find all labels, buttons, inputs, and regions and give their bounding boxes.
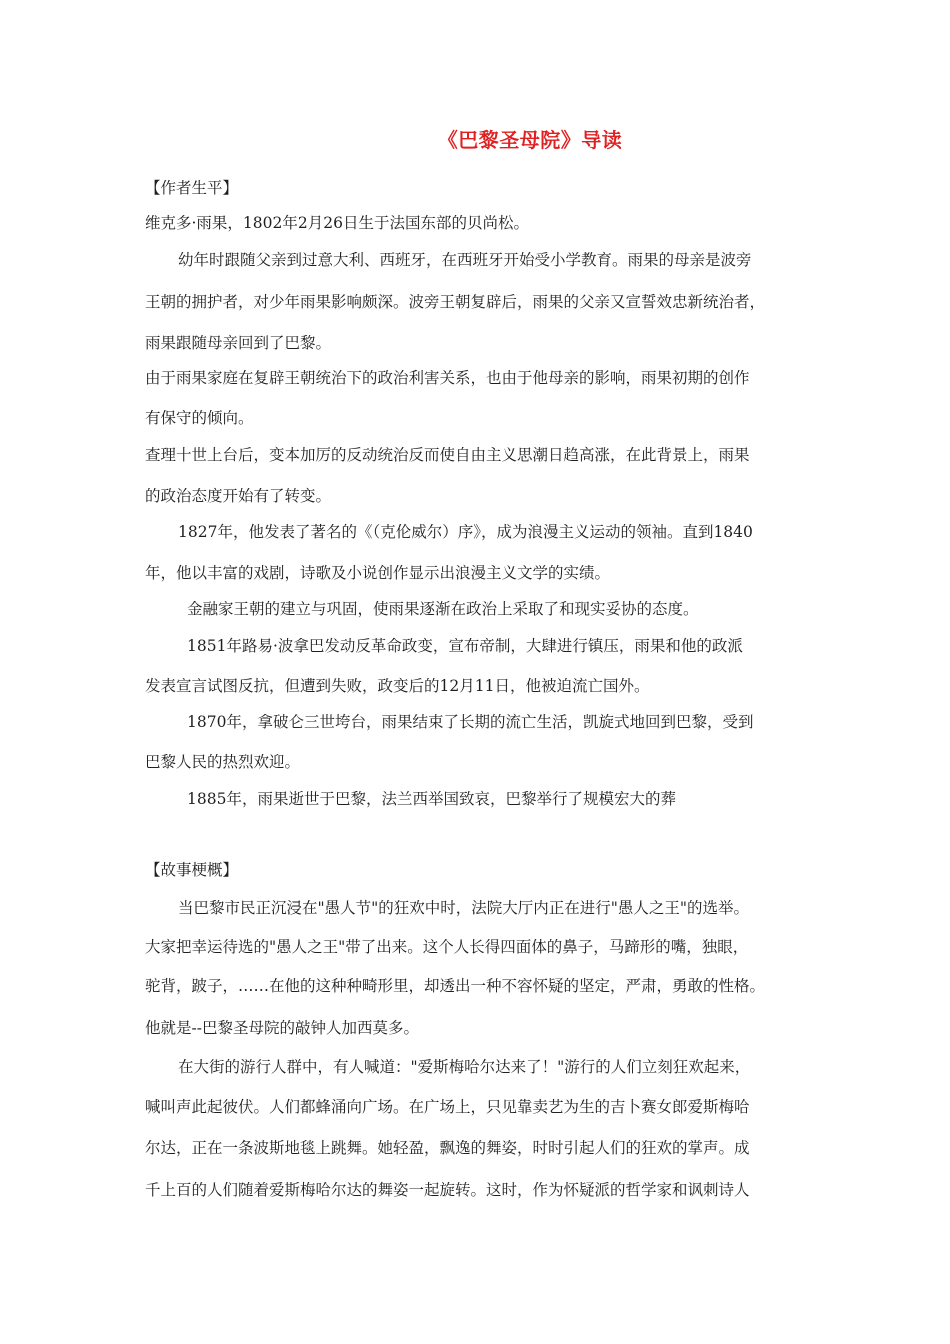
- paragraph-line: 发表宣言试图反抗，但遭到失败，政变后的12月11日，他被迫流亡国外。: [145, 677, 650, 695]
- paragraph-line: 的政治态度开始有了转变。: [145, 487, 332, 505]
- paragraph-line: 维克多·雨果，1802年2月26日生于法国东部的贝尚松。: [145, 214, 529, 232]
- paragraph-line: 大家把幸运待选的"愚人之王"带了出来。这个人长得四面体的鼻子，马蹄形的嘴，独眼，: [145, 938, 749, 956]
- paragraph-line: 千上百的人们随着爱斯梅哈尔达的舞姿一起旋转。这时，作为怀疑派的哲学家和讽刺诗人: [145, 1181, 750, 1199]
- paragraph-line: 尔达，正在一条波斯地毯上跳舞。她轻盈，飘逸的舞姿，时时引起人们的狂欢的掌声。成: [145, 1139, 750, 1157]
- paragraph-line: 1851年路易·波拿巴发动反革命政变，宣布帝制，大肆进行镇压，雨果和他的政派: [187, 637, 743, 655]
- paragraph-line: 有保守的倾向。: [145, 409, 254, 427]
- paragraph-line: 1827年，他发表了著名的《（克伦威尔）序》，成为浪漫主义运动的领袖。直到1840: [178, 523, 753, 541]
- paragraph-line: 查理十世上台后，变本加厉的反动统治反而使自由主义思潮日趋高涨，在此背景上，雨果: [145, 446, 750, 464]
- section-heading-author: 【作者生平】: [145, 179, 239, 197]
- section-heading-synopsis: 【故事梗概】: [145, 861, 239, 879]
- paragraph-line: 年，他以丰富的戏剧，诗歌及小说创作显示出浪漫主义文学的实绩。: [145, 564, 611, 582]
- paragraph-line: 金融家王朝的建立与巩固，使雨果逐渐在政治上采取了和现实妥协的态度。: [187, 600, 699, 618]
- paragraph-line: 幼年时跟随父亲到过意大利、西班牙，在西班牙开始受小学教育。雨果的母亲是波旁: [178, 251, 752, 269]
- document-title: 《巴黎圣母院》导读: [437, 128, 623, 152]
- paragraph-line: 他就是--巴黎圣母院的敲钟人加西莫多。: [145, 1019, 419, 1037]
- paragraph-line: 1870年，拿破仑三世垮台，雨果结束了长期的流亡生活，凯旋式地回到巴黎，受到: [187, 713, 754, 731]
- paragraph-line: 1885年，雨果逝世于巴黎，法兰西举国致哀，巴黎举行了规模宏大的葬: [187, 790, 676, 808]
- paragraph-line: 雨果跟随母亲回到了巴黎。: [145, 334, 332, 352]
- paragraph-line: 巴黎人民的热烈欢迎。: [145, 753, 301, 771]
- paragraph-line: 当巴黎市民正沉浸在"愚人节"的狂欢中时，法院大厅内正在进行"愚人之王"的选举。: [178, 899, 750, 917]
- paragraph-line: 王朝的拥护者，对少年雨果影响颇深。波旁王朝复辟后，雨果的父亲又宣誓效忠新统治者，: [145, 293, 766, 311]
- paragraph-line: 驼背，跛子，……在他的这种种畸形里，却透出一种不容怀疑的坚定，严肃，勇敢的性格。: [145, 977, 766, 995]
- paragraph-line: 由于雨果家庭在复辟王朝统治下的政治利害关系，也由于他母亲的影响，雨果初期的创作: [145, 369, 750, 387]
- paragraph-line: 喊叫声此起彼伏。人们都蜂涌向广场。在广场上，只见靠卖艺为生的吉卜赛女郎爱斯梅哈: [145, 1098, 750, 1116]
- paragraph-line: 在大街的游行人群中，有人喊道："爱斯梅哈尔达来了！"游行的人们立刻狂欢起来，: [178, 1058, 751, 1076]
